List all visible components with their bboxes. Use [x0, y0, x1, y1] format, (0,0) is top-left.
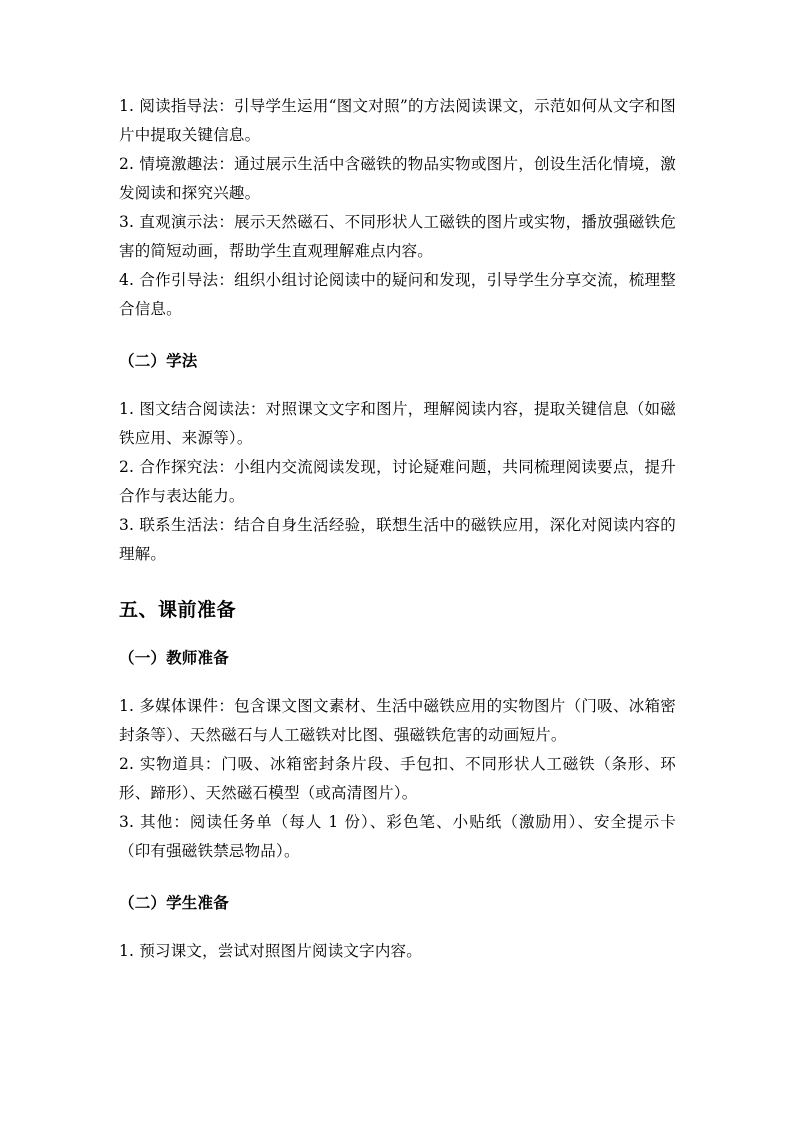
teaching-method-item: 2. 情境激趣法：通过展示生活中含磁铁的物品实物或图片，创设生活化情境，激发阅读和探究兴趣。	[119, 155, 676, 202]
student-preparation-item: 1. 预习课文，尝试对照图片阅读文字内容。	[119, 942, 422, 960]
learning-method-item: 1. 图文结合阅读法：对照课文文字和图片，理解阅读内容，提取关键信息（如磁铁应用、来源等）。	[119, 400, 676, 447]
teaching-methods-list	[119, 92, 676, 324]
teaching-method-item: 1. 阅读指导法：引导学生运用“图文对照”的方法阅读课文，示范如何从文字和图片中提取关键信息。	[119, 97, 676, 144]
preparation-section-heading: 五、课前准备	[119, 599, 237, 621]
teacher-preparation-item: 3. 其他：阅读任务单（每人 1 份）、彩色笔、小贴纸（激励用）、安全提示卡（印有强磁铁禁忌物品）。	[119, 813, 676, 860]
teacher-preparation-item: 2. 实物道具：门吸、冰箱密封条片段、手包扣、不同形状人工磁铁（条形、环形、蹄形）、天然磁石模型（或高清图片）。	[119, 755, 676, 802]
teaching-method-item: 4. 合作引导法：组织小组讨论阅读中的疑问和发现，引导学生分享交流，梳理整合信息。	[119, 271, 676, 318]
learning-method-item: 2. 合作探究法：小组内交流阅读发现，讨论疑难问题，共同梳理阅读要点，提升合作与表达能力。	[119, 458, 676, 505]
teacher-preparation-item: 1. 多媒体课件：包含课文图文素材、生活中磁铁应用的实物图片（门吸、冰箱密封条等）、天然磁石与人工磁铁对比图、强磁铁危害的动画短片。	[119, 697, 676, 744]
student-preparation-list	[119, 937, 676, 966]
learning-methods-list	[119, 395, 676, 569]
student-preparation-heading: （二）学生准备	[119, 893, 229, 912]
learning-method-item: 3. 联系生活法：结合自身生活经验，联想生活中的磁铁应用，深化对阅读内容的理解。	[119, 516, 676, 563]
learning-methods-heading: （二）学法	[119, 351, 198, 370]
teacher-preparation-list	[119, 692, 676, 866]
teacher-preparation-heading: （一）教师准备	[119, 648, 229, 667]
teaching-method-item: 3. 直观演示法：展示天然磁石、不同形状人工磁铁的图片或实物，播放强磁铁危害的简短动画，帮助学生直观理解难点内容。	[119, 213, 676, 260]
